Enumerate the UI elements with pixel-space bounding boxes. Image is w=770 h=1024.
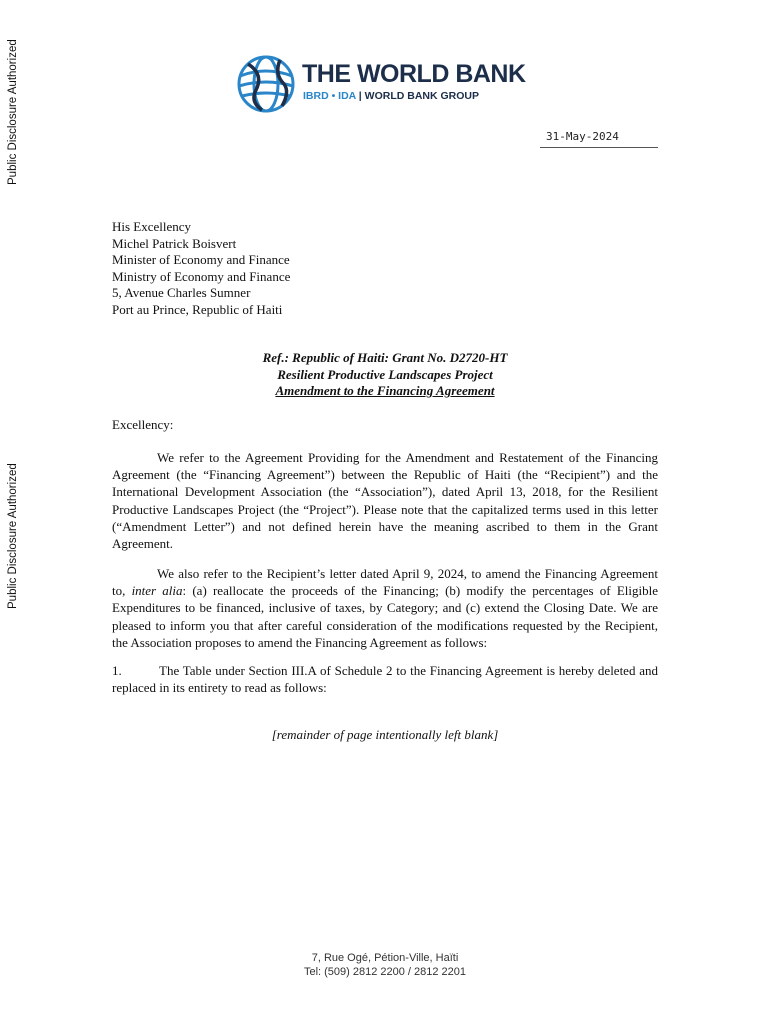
addressee-line: Minister of Economy and Finance bbox=[112, 252, 290, 268]
paragraph-1-text: We refer to the Agreement Providing for the Amendment and Restatement of the Financing Agreement (the “Financing Agreement”) between the Republic of Haiti (the “Recipient”) and the International Development Association (the “Association”), dated April 13, 2018, for the Resilient Productive Landscapes Project (the “Project”). Please note that the capitalized terms used in this letter (“Amendment Letter”) and not defined herein have the meaning ascribed to them in the Grant Agreement. bbox=[112, 450, 658, 552]
reference-subject: Amendment to the Financing Agreement bbox=[275, 383, 495, 399]
reference-block bbox=[112, 350, 658, 400]
logo-sub-group: WORLD BANK GROUP bbox=[364, 90, 479, 102]
letter-date: 31-May-2024 bbox=[540, 130, 658, 148]
blank-page-note: [remainder of page intentionally left blank] bbox=[271, 727, 499, 742]
salutation: Excellency: bbox=[112, 417, 174, 432]
paragraph-2-text-start: We also refer to the Recipient’s letter dated April 9, 2024, to amend the Financing Agreement to, bbox=[112, 566, 658, 599]
footer-phone: Tel: (509) 2812 2200 / 2812 2201 bbox=[303, 965, 467, 978]
body-paragraph-1 bbox=[112, 449, 658, 552]
page-footer bbox=[0, 952, 770, 979]
reference-grant: Ref.: Republic of Haiti: Grant No. D2720-HT bbox=[262, 350, 508, 365]
item-text: The Table under Section III.A of Schedule 2 to the Financing Agreement is hereby deleted and replaced in its entirety to read as follows: bbox=[112, 663, 658, 696]
world-bank-logo bbox=[234, 52, 534, 116]
paragraph-2-text-end: : (a) reallocate the proceeds of the Financing; (b) modify the percentages of Eligible Expenditures to be financed, inclusive of taxes, by Category; and (c) extend the Closing Date. We are pleased to inform you that after careful consideration of the modifications requested by the Recipient, the Association proposes to amend the Financing Agreement as follows: bbox=[112, 583, 658, 650]
logo-subtitle bbox=[303, 90, 479, 102]
item-number: 1. bbox=[112, 663, 122, 678]
addressee-line: Port au Prince, Republic of Haiti bbox=[112, 301, 283, 317]
footer-address: 7, Rue Ogé, Pétion-Ville, Haïti bbox=[311, 952, 459, 964]
addressee-line: Ministry of Economy and Finance bbox=[112, 268, 291, 284]
logo-sub-ibrd-ida: IBRD • IDA bbox=[303, 90, 356, 102]
body-paragraph-2 bbox=[112, 565, 658, 651]
addressee-block bbox=[112, 219, 290, 319]
globe-icon bbox=[234, 52, 298, 116]
disclosure-label-top: Public Disclosure Authorized bbox=[7, 39, 19, 185]
addressee-line: Michel Patrick Boisvert bbox=[112, 235, 237, 251]
logo-sub-separator: | bbox=[355, 90, 365, 102]
logo-title: THE WORLD BANK bbox=[302, 60, 526, 88]
reference-project: Resilient Productive Landscapes Project bbox=[277, 366, 493, 382]
addressee-line: His Excellency bbox=[112, 219, 192, 234]
numbered-item-1 bbox=[112, 662, 658, 696]
paragraph-2-italic: inter alia bbox=[131, 583, 183, 599]
disclosure-label-middle: Public Disclosure Authorized bbox=[7, 463, 19, 609]
addressee-line: 5, Avenue Charles Sumner bbox=[112, 285, 251, 301]
